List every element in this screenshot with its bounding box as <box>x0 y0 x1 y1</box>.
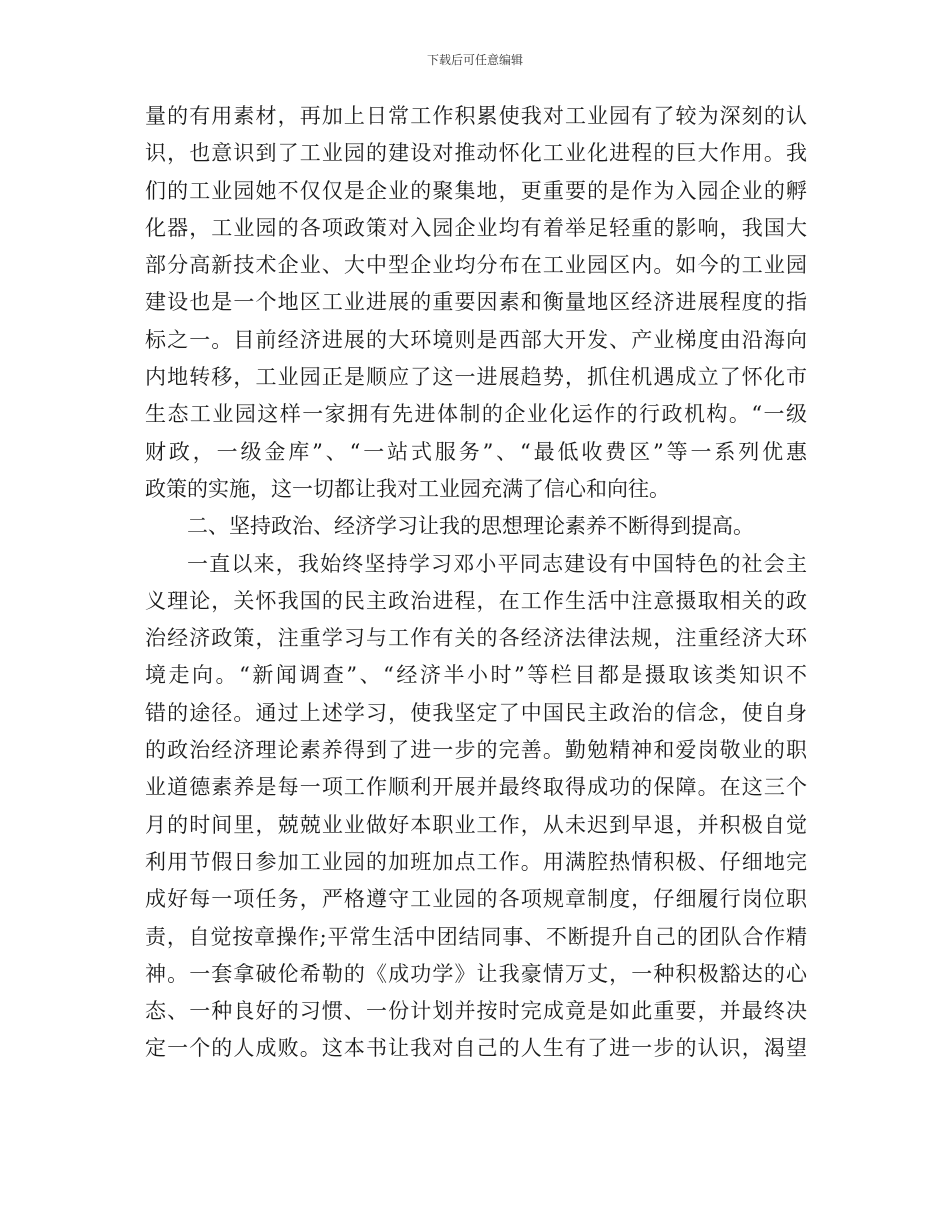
body-text <box>145 98 807 1068</box>
text-line: 神。一套拿破伦希勒的《成功学》让我豪情万丈，一种积极豁达的心 <box>145 961 807 986</box>
text-line: 责，自觉按章操作;平常生活中团结同事、不断提升自己的团队合作精 <box>145 924 807 949</box>
text-line: 业道德素养是每一项工作顺利开展并最终取得成功的保障。在这三个 <box>145 775 807 800</box>
text-line: 的政治经济理论素养得到了进一步的完善。勤勉精神和爱岗敬业的职 <box>145 738 807 763</box>
text-line: 建设也是一个地区工业进展的重要因素和衡量地区经济进展程度的指 <box>145 290 807 315</box>
text-line: 量的有用素材，再加上日常工作积累使我对工业园有了较为深刻的认 <box>145 104 807 128</box>
text-line: 财政，一级金库”、“一站式服务”、“最低收费区”等一系列优惠 <box>145 439 807 464</box>
page-header-note: 下载后可任意编辑 <box>426 53 523 67</box>
text-line: 生态工业园这样一家拥有先进体制的企业化运作的行政机构。“一级 <box>145 402 807 427</box>
text-line: 态、一种良好的习惯、一份计划并按时完成竟是如此重要，并最终决 <box>145 999 807 1024</box>
text-line: 利用节假日参加工业园的加班加点工作。用满腔热情积极、仔细地完 <box>145 849 807 874</box>
text-line: 识，也意识到了工业园的建设对推动怀化工业化进程的巨大作用。我 <box>145 141 807 166</box>
text-line: 月的时间里，兢兢业业做好本职业工作，从未迟到早退，并积极自觉 <box>145 812 807 837</box>
text-line: 二、坚持政治、经济学习让我的思想理论素养不断得到提高。 <box>187 514 754 539</box>
text-line: 义理论，关怀我国的民主政治进程，在工作生活中注意摄取相关的政 <box>145 588 807 613</box>
text-line: 们的工业园她不仅仅是企业的聚集地，更重要的是作为入园企业的孵 <box>145 178 807 203</box>
text-line: 部分高新技术企业、大中型企业均分布在工业园区内。如今的工业园 <box>145 253 807 278</box>
text-line: 成好每一项任务，严格遵守工业园的各项规章制度，仔细履行岗位职 <box>145 887 807 912</box>
text-line: 一直以来，我始终坚持学习邓小平同志建设有中国特色的社会主 <box>187 551 807 576</box>
text-line: 治经济政策，注重学习与工作有关的各经济法律法规，注重经济大环 <box>145 626 807 651</box>
text-line: 错的途径。通过上述学习，使我坚定了中国民主政治的信念，使自身 <box>145 700 807 725</box>
text-line: 内地转移，工业园正是顺应了这一进展趋势，抓住机遇成立了怀化市 <box>145 365 807 390</box>
text-line: 化器，工业园的各项政策对入园企业均有着举足轻重的影响，我国大 <box>145 215 807 240</box>
text-line: 定一个的人成败。这本书让我对自己的人生有了进一步的认识，渴望 <box>145 1036 807 1061</box>
text-line: 境走向。“新闻调查”、“经济半小时”等栏目都是摄取该类知识不 <box>145 663 807 688</box>
text-line: 标之一。目前经济进展的大环境则是西部大开发、产业梯度由沿海向 <box>145 327 807 352</box>
text-line: 政策的实施，这一切都让我对工业园充满了信心和向往。 <box>145 476 670 501</box>
